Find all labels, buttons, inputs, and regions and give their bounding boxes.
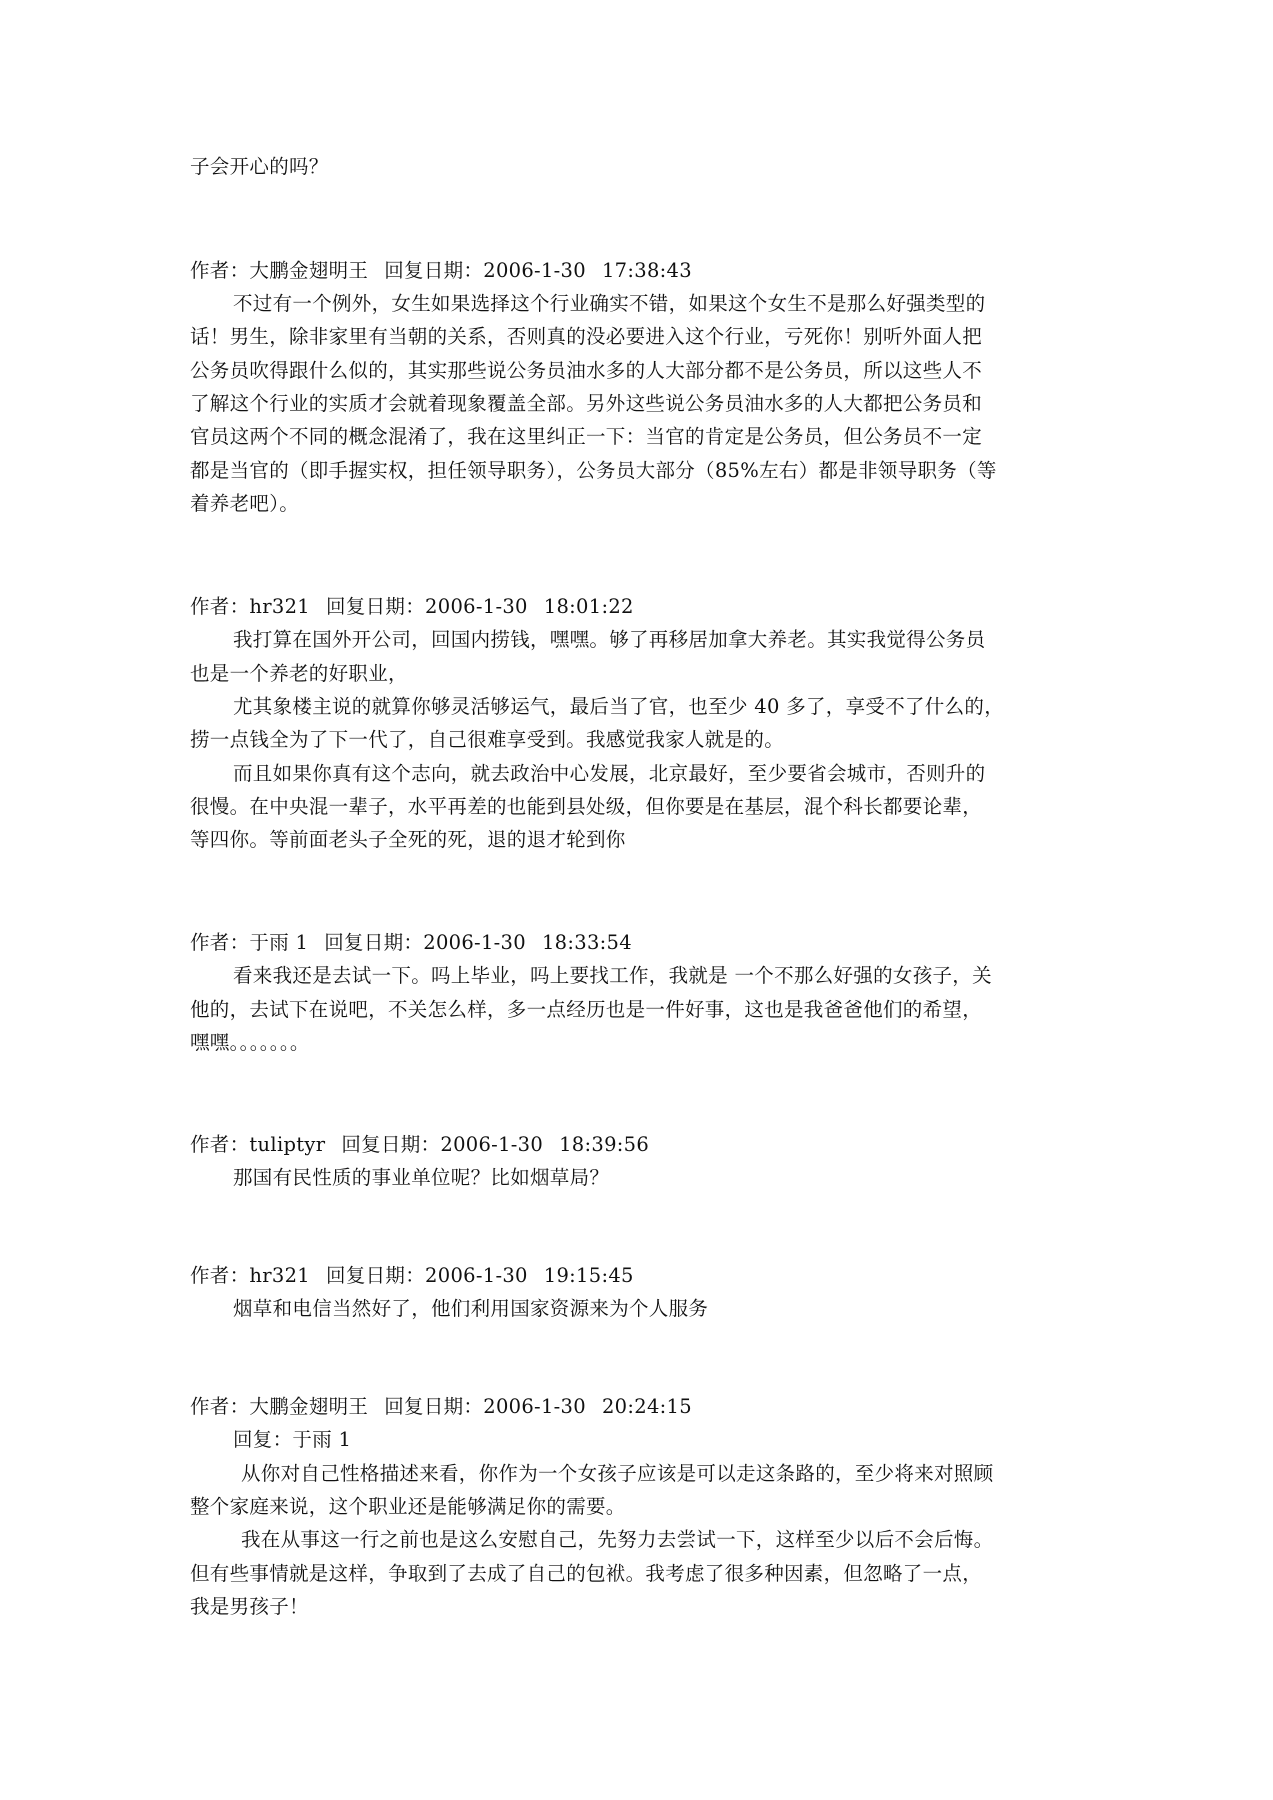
date-label: 回复日期：: [326, 595, 426, 618]
author-name: 于雨 1: [249, 931, 309, 954]
reply-time: 19:15:45: [543, 1264, 634, 1287]
reply-to-line: 回复：于雨 1: [233, 1428, 352, 1451]
post-text-line: 捞一点钱全为了下一代了，自己很难享受到。我感觉我家人就是的。: [190, 728, 785, 751]
post-text-line: 看来我还是去试一下。吗上毕业，吗上要找工作，我就是 一个不那么好强的女孩子，关: [233, 964, 992, 987]
post-text-line: 而且如果你真有这个志向，就去政治中心发展，北京最好，至少要省会城市，否则升的: [233, 762, 986, 785]
date-label: 回复日期：: [324, 931, 424, 954]
post-header: [190, 1390, 1090, 1423]
reply-time: 18:33:54: [541, 931, 632, 954]
post-text-line: 话！男生，除非家里有当朝的关系，否则真的没必要进入这个行业，亏死你！别听外面人把: [190, 325, 983, 348]
post-header: [190, 926, 1090, 959]
post-text-line: 也是一个养老的好职业，: [190, 662, 408, 685]
reply-date: 2006-1-30: [425, 1264, 528, 1287]
reply-date: 2006-1-30: [440, 1133, 544, 1156]
post-text-line: 整个家庭来说，这个职业还是能够满足你的需要。: [190, 1495, 626, 1518]
reply-date: 2006-1-30: [483, 259, 586, 282]
author-name: tuliptyr: [249, 1133, 326, 1156]
post-text-line: 烟草和电信当然好了，他们利用国家资源来为个人服务: [233, 1297, 709, 1320]
post-header: [190, 1128, 1090, 1161]
author-label: 作者：: [190, 931, 250, 954]
post-text-line: 那国有民性质的事业单位呢？比如烟草局？: [233, 1166, 610, 1189]
author-label: 作者：: [190, 595, 250, 618]
reply-time: 18:39:56: [559, 1133, 650, 1156]
reply-time: 18:01:22: [543, 595, 634, 618]
post-header: [190, 1259, 1090, 1292]
post-text-line: 等四你。等前面老头子全死的死，退的退才轮到你: [190, 828, 626, 851]
author-label: 作者：: [190, 259, 250, 282]
reply-date: 2006-1-30: [483, 1395, 586, 1418]
post-header: [190, 254, 1090, 287]
reply-date: 2006-1-30: [423, 931, 526, 954]
post-text-line: 公务员吹得跟什么似的，其实那些说公务员油水多的人大部分都不是公务员，所以这些人不: [190, 359, 983, 382]
post-text-line: 我是男孩子！: [190, 1595, 309, 1618]
reply-time: 20:24:15: [601, 1395, 692, 1418]
date-label: 回复日期：: [384, 1395, 484, 1418]
post-text-line: 不过有一个例外，女生如果选择这个行业确实不错，如果这个女生不是那么好强类型的: [233, 292, 986, 315]
post-text-line: 我打算在国外开公司，回国内捞钱，嘿嘿。够了再移居加拿大养老。其实我觉得公务员: [233, 628, 986, 651]
post-text-line: 我在从事这一行之前也是这么安慰自己，先努力去尝试一下，这样至少以后不会后悔。: [241, 1528, 994, 1551]
post-text-line: 很慢。在中央混一辈子，水平再差的也能到县处级，但你要是在基层，混个科长都要论辈，: [190, 795, 983, 818]
post-text-line: 尤其象楼主说的就算你够灵活够运气，最后当了官，也至少 40 多了，享受不了什么的，: [233, 695, 1005, 718]
date-label: 回复日期：: [326, 1264, 426, 1287]
author-label: 作者：: [190, 1264, 250, 1287]
post-text-line: 官员这两个不同的概念混淆了，我在这里纠正一下：当官的肯定是公务员，但公务员不一定: [190, 425, 983, 448]
opening-line: 子会开心的吗？: [190, 155, 329, 178]
author-name: hr321: [249, 595, 311, 618]
author-name: 大鹏金翅明王: [249, 259, 369, 282]
reply-date: 2006-1-30: [425, 595, 528, 618]
reply-time: 17:38:43: [601, 259, 692, 282]
post-text-line: 都是当官的（即手握实权，担任领导职务），公务员大部分（85%左右）都是非领导职务（等: [190, 459, 997, 482]
post-text-line: 了解这个行业的实质才会就着现象覆盖全部。另外这些说公务员油水多的人大都把公务员和: [190, 392, 983, 415]
date-label: 回复日期：: [384, 259, 484, 282]
post-text-line: 嘿嘿。。。。。。。: [190, 1031, 310, 1054]
post-text-line: 从你对自己性格描述来看，你作为一个女孩子应该是可以走这条路的，至少将来对照顾: [241, 1462, 994, 1485]
author-name: hr321: [249, 1264, 311, 1287]
author-label: 作者：: [190, 1133, 250, 1156]
date-label: 回复日期：: [341, 1133, 441, 1156]
post-header: [190, 590, 1090, 623]
author-label: 作者：: [190, 1395, 250, 1418]
post-text-line: 着养老吧）。: [190, 492, 300, 515]
author-name: 大鹏金翅明王: [249, 1395, 369, 1418]
post-text-line: 他的，去试下在说吧，不关怎么样，多一点经历也是一件好事，这也是我爸爸他们的希望，: [190, 998, 983, 1021]
post-text-line: 但有些事情就是这样，争取到了去成了自己的包袱。我考虑了很多种因素，但忽略了一点，: [190, 1562, 983, 1585]
